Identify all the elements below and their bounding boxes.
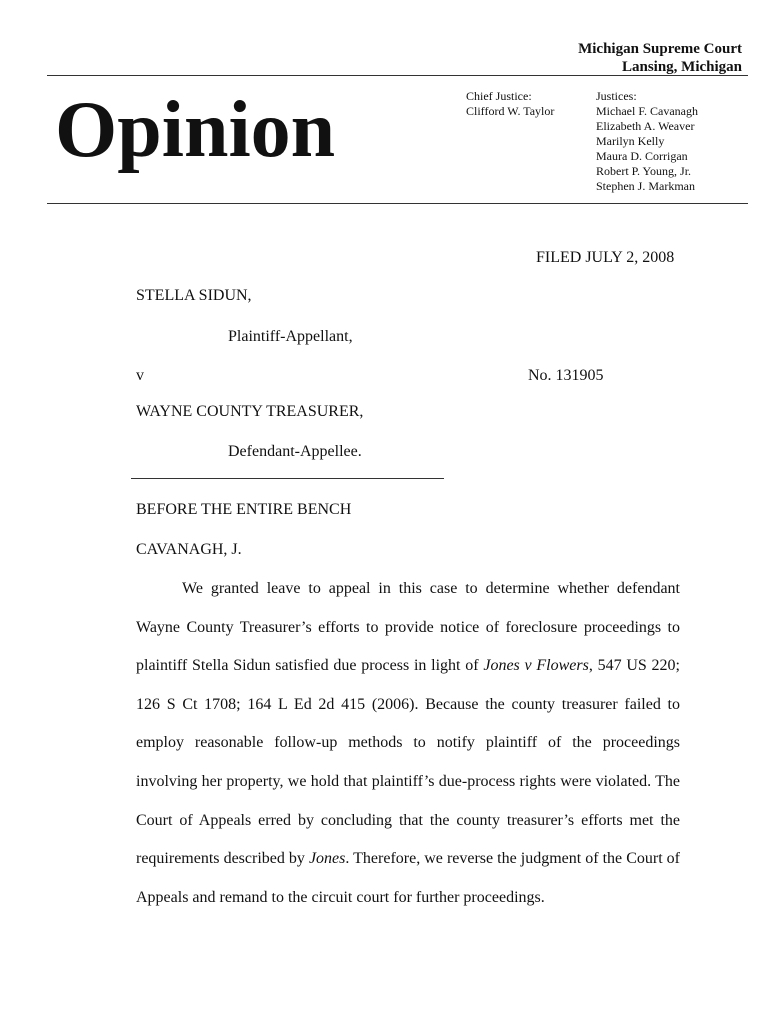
- plaintiff-name: STELLA SIDUN,: [136, 287, 252, 304]
- chief-justice-label: Chief Justice:: [466, 89, 532, 103]
- bench-statement: BEFORE THE ENTIRE BENCH: [136, 501, 352, 518]
- case-citation: Jones v Flowers: [483, 657, 589, 675]
- defendant-role: Defendant-Appellee.: [228, 443, 362, 460]
- case-citation: Jones: [308, 850, 346, 868]
- justice-name: Marilyn Kelly: [596, 134, 665, 148]
- header-top-rule: [47, 75, 748, 76]
- justices-block: [596, 89, 698, 194]
- court-city: Lansing, Michigan: [621, 59, 742, 75]
- plaintiff-role: Plaintiff-Appellant,: [228, 328, 353, 345]
- opinion-paragraph: [136, 570, 680, 917]
- filed-date: FILED JULY 2, 2008: [536, 249, 675, 266]
- justice-name: Robert P. Young, Jr.: [596, 164, 692, 178]
- paragraph-text: We granted leave to appeal in this case to determine whether defendant Wayne County Treasurer’s efforts to provide notice of foreclosure proceedings to plaintiff Stella Sidun satisfied due process in light of: [136, 580, 680, 675]
- paragraph-text: , 547 US 220; 126 S Ct 1708; 164 L Ed 2d 415 (2006). Because the county treasurer failed to employ reasonable follow-up methods to notify plaintiff of the proceedings involving her property, we hold that plaintiff’s due-process rights were violated. The Court of Appeals erred by concluding that the county treasurer’s efforts met the requirements described by: [136, 657, 681, 868]
- justice-name: Elizabeth A. Weaver: [596, 119, 695, 133]
- opinion-title: Opinion: [55, 86, 336, 174]
- paragraph-text: . Therefore, we reverse the judgment of the Court of Appeals and remand to the circuit court for further proceedings.: [136, 850, 681, 906]
- versus-label: v: [136, 367, 144, 384]
- header-bottom-rule: [47, 203, 748, 204]
- justice-name: Maura D. Corrigan: [596, 149, 688, 163]
- docket-number: No. 131905: [528, 367, 604, 384]
- chief-justice-name: Clifford W. Taylor: [466, 104, 555, 118]
- justices-label: Justices:: [596, 89, 637, 103]
- caption-rule: [131, 478, 444, 479]
- opinion-author: CAVANAGH, J.: [136, 541, 242, 558]
- court-name: Michigan Supreme Court: [578, 41, 742, 57]
- justice-name: Michael F. Cavanagh: [596, 104, 699, 118]
- defendant-name: WAYNE COUNTY TREASURER,: [136, 403, 364, 420]
- chief-justice-block: [466, 89, 554, 119]
- justice-name: Stephen J. Markman: [596, 179, 695, 193]
